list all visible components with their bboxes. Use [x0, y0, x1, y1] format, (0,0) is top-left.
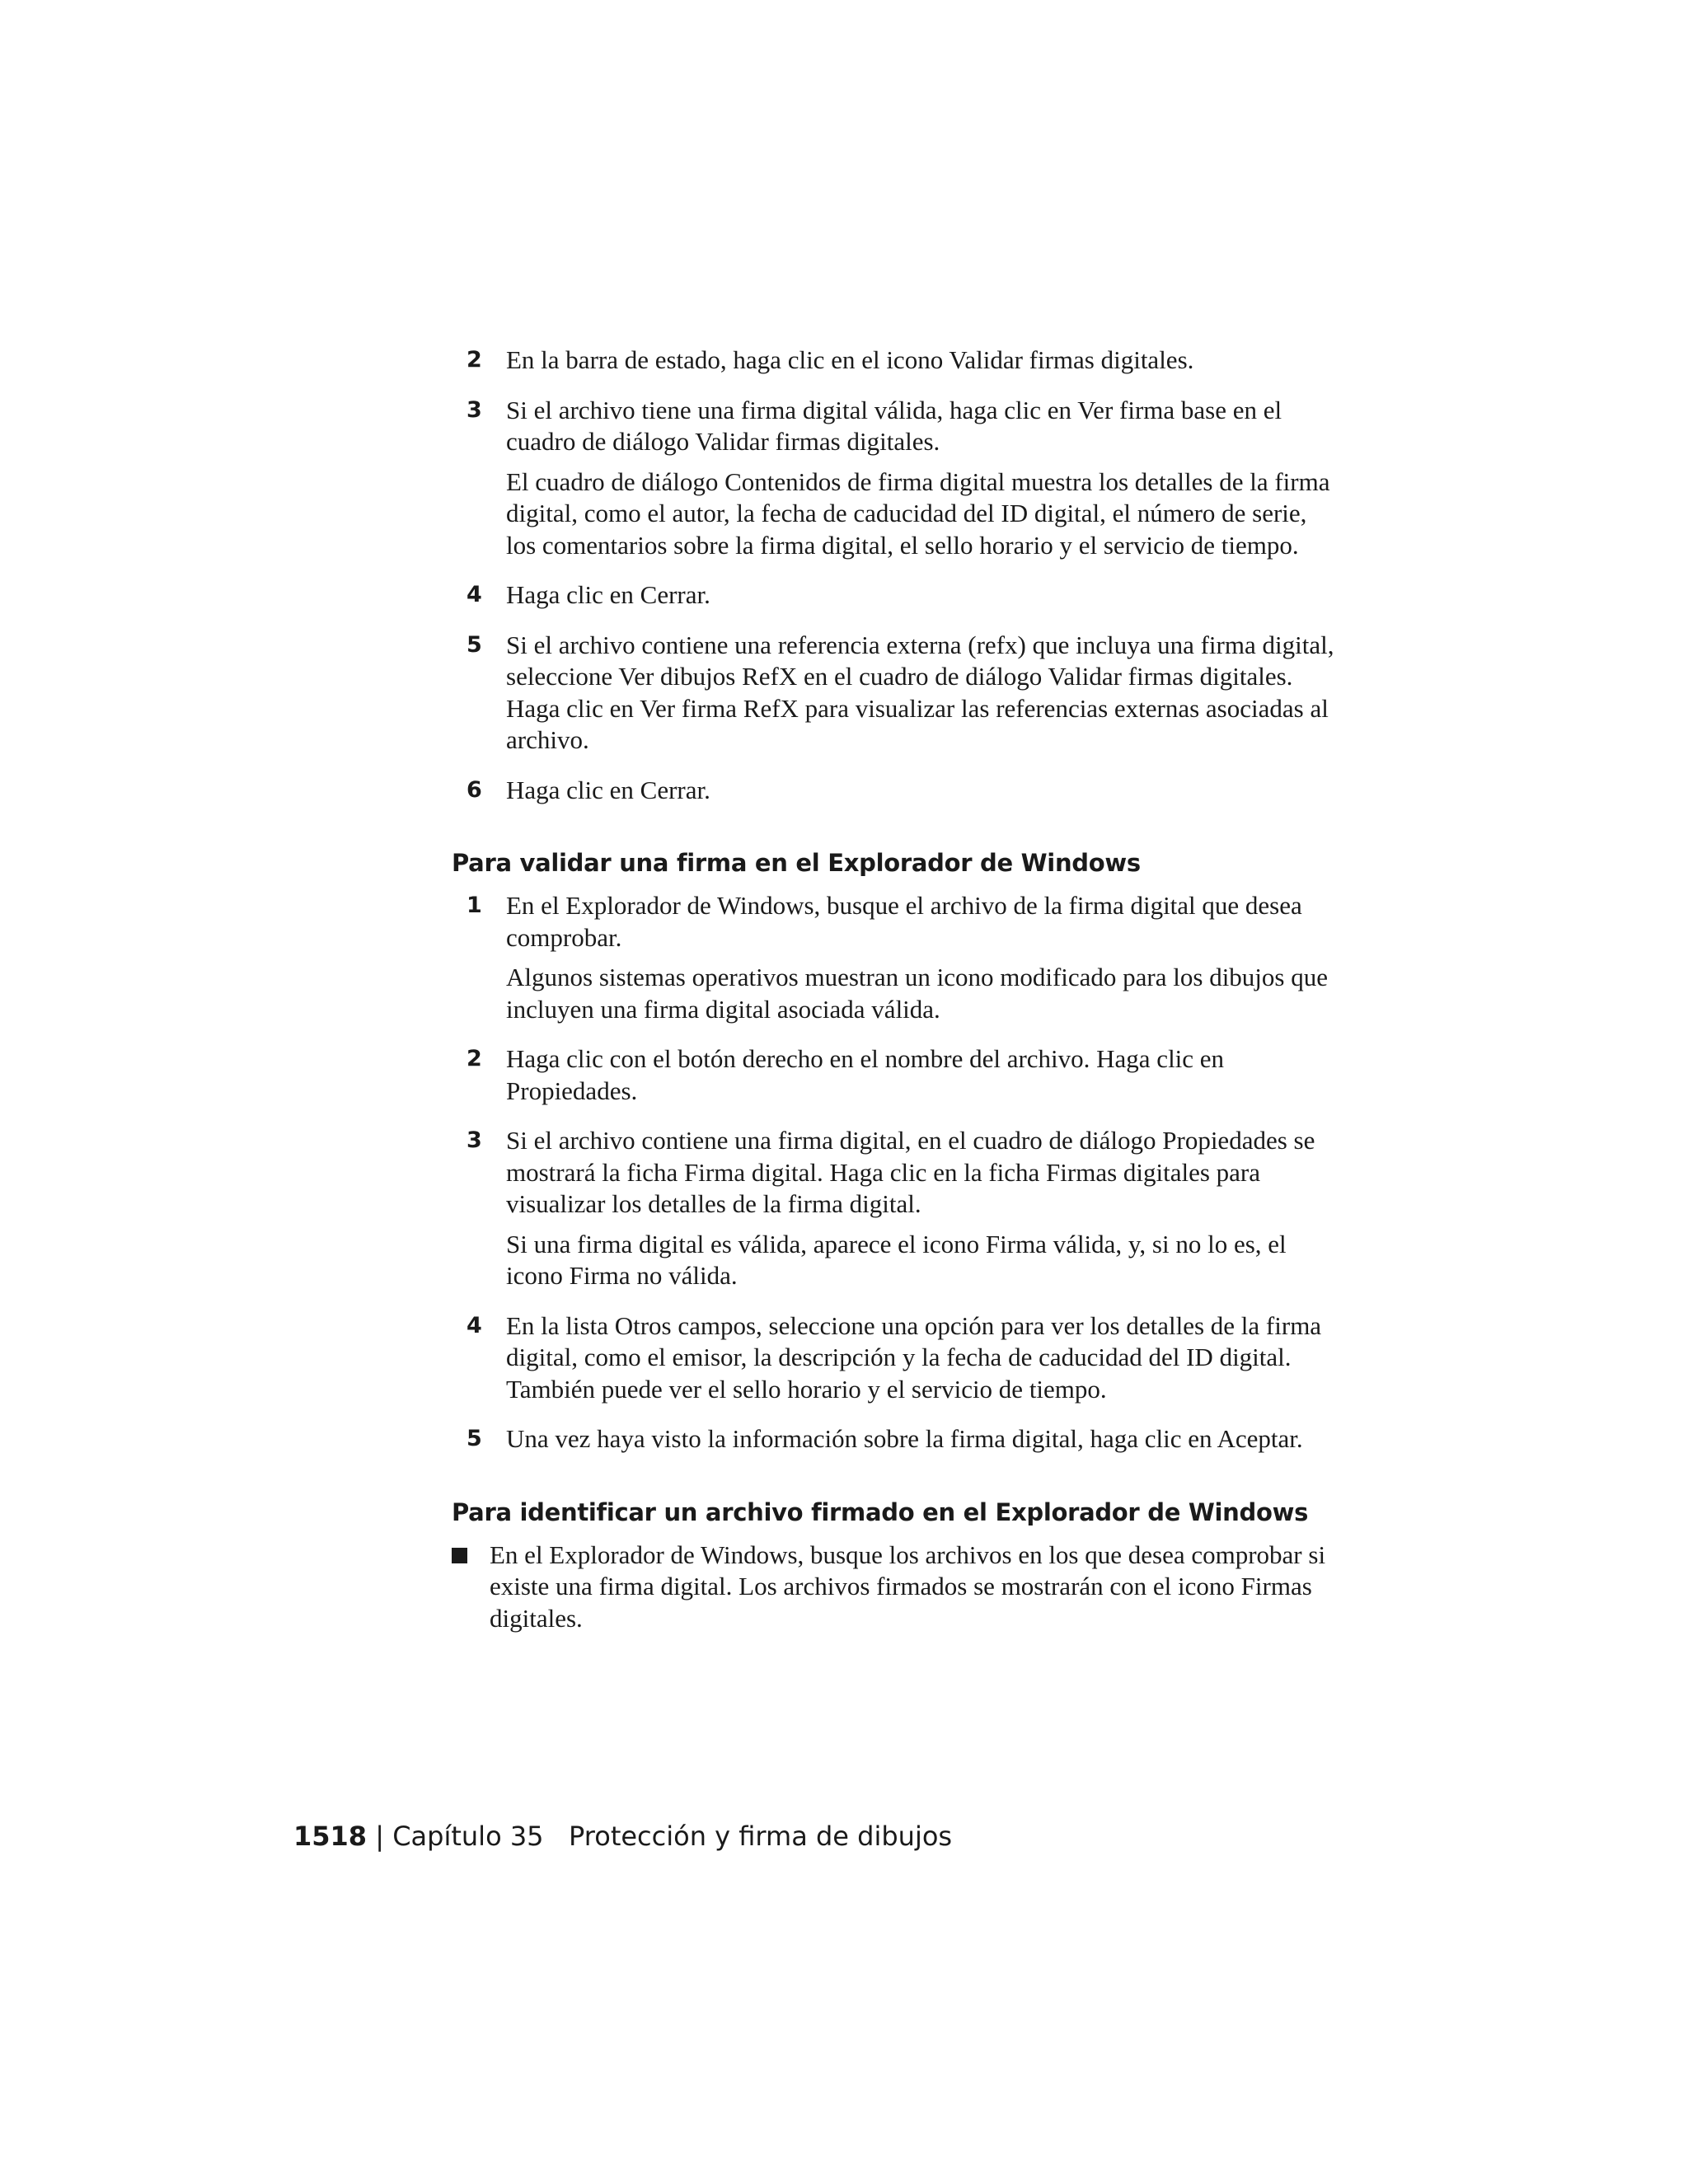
step-number: 5 [467, 631, 482, 658]
section-heading-validate: Para validar una firma en el Explorador de Windows [452, 849, 1141, 877]
step-text: Si el archivo tiene una firma digital válida, haga clic en Ver firma base en el cuadro de diálogo Validar firmas digitales. [506, 395, 1282, 456]
step-note: Si una firma digital es válida, aparece el icono Firma válida, y, si no lo es, el icono Firma no válida. [506, 1229, 1287, 1290]
step-number: 6 [467, 776, 482, 803]
step-item [452, 344, 1342, 377]
step-number: 3 [467, 1127, 482, 1153]
step-item [452, 1125, 1342, 1292]
footer-chapter: Capítulo 35 [392, 1821, 544, 1852]
page-footer [293, 1820, 952, 1853]
step-item [452, 630, 1342, 757]
step-text: Si el archivo contiene una referencia externa (refx) que incluya una firma digital, seleccione Ver dibujos RefX en el cuadro de diálogo Validar firmas digitales. Haga clic en Ver firma RefX para visualizar las referencias externas asociadas al archivo. [506, 630, 1334, 754]
step-number: 1 [467, 893, 482, 918]
page-number: 1518 [293, 1821, 368, 1852]
step-item [452, 579, 1342, 612]
step-number: 4 [467, 582, 482, 607]
step-item [452, 1423, 1342, 1455]
step-item [452, 890, 1342, 1025]
step-text: Haga clic en Cerrar. [506, 580, 710, 609]
step-item [452, 1043, 1342, 1107]
step-text: Una vez haya visto la información sobre la firma digital, haga clic en Aceptar. [506, 1424, 1303, 1453]
step-number: 2 [467, 347, 482, 373]
step-item [452, 775, 1342, 807]
step-item [452, 1310, 1342, 1406]
step-number: 2 [467, 1046, 482, 1071]
step-number: 3 [467, 396, 482, 423]
square-bullet-icon [452, 1548, 467, 1563]
step-text: En la barra de estado, haga clic en el icono Validar firmas digitales. [506, 345, 1194, 374]
section-heading-identify: Para identificar un archivo firmado en el Explorador de Windows [452, 1497, 1309, 1526]
step-number: 4 [467, 1312, 482, 1338]
step-note: El cuadro de diálogo Contenidos de firma digital muestra los detalles de la firma digital, como el autor, la fecha de caducidad del ID digital, el número de serie, los comentarios sobre la firma digital, el sello horario y el servicio de tiempo. [506, 466, 1330, 560]
footer-chapter-title: Protección y firma de dibujos [569, 1821, 953, 1852]
page-content [452, 344, 1342, 1634]
step-text: Haga clic con el botón derecho en el nombre del archivo. Haga clic en Propiedades. [506, 1044, 1225, 1105]
bullet-item [452, 1540, 1342, 1635]
step-text: Haga clic en Cerrar. [506, 775, 710, 804]
step-text: En la lista Otros campos, seleccione una opción para ver los detalles de la firma digital, como el emisor, la descripción y la fecha de caducidad del ID digital. También puede ver el sello horario y el servicio de tiempo. [506, 1310, 1322, 1404]
bullet-text: En el Explorador de Windows, busque los archivos en los que desea comprobar si existe una firma digital. Los archivos firmados se mostrarán con el icono Firmas digitales. [490, 1540, 1326, 1633]
step-item [452, 395, 1342, 562]
footer-separator: | [375, 1821, 385, 1852]
step-text: Si el archivo contiene una firma digital, en el cuadro de diálogo Propiedades se mostrará la ficha Firma digital. Haga clic en la ficha Firmas digitales para visualizar los detalles de la firma digital. [506, 1126, 1315, 1218]
step-number: 5 [467, 1426, 482, 1451]
step-text: En el Explorador de Windows, busque el archivo de la firma digital que desea comprobar. [506, 891, 1302, 952]
step-note: Algunos sistemas operativos muestran un icono modificado para los dibujos que incluyen una firma digital asociada válida. [506, 963, 1328, 1024]
